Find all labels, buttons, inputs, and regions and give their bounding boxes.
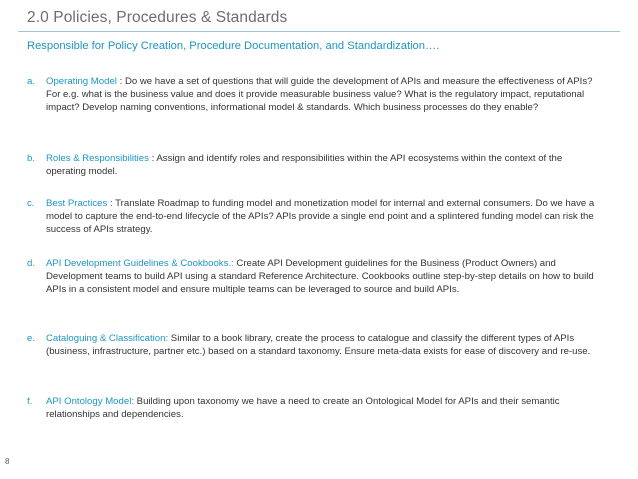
item-letter: c. <box>27 198 35 209</box>
item-name: Cataloguing & Classification: <box>46 333 169 344</box>
slide-subtitle: Responsible for Policy Creation, Procedure Documentation, and Standardization…. <box>27 40 440 52</box>
item-name: Roles & Responsibilities <box>46 153 149 164</box>
item-letter: a. <box>27 76 36 87</box>
item-name: API Ontology Model: <box>46 396 134 407</box>
item-letter: d. <box>27 258 36 269</box>
list-item-api-development-guidelines <box>27 257 599 297</box>
item-separator: : <box>107 198 116 209</box>
item-letter: f. <box>27 396 33 407</box>
item-separator: : <box>116 76 125 87</box>
list-item-api-ontology-model <box>27 395 599 421</box>
item-text: Translate Roadmap to funding model and monetization model for internal and external consumers. Do we have a model to capture the end-to-end lifecycle of the APIs? APIs provide a single end point and a splintered funding model can risk the success of APIs strategy. <box>46 198 595 236</box>
list-item-roles-responsibilities <box>27 152 599 178</box>
item-text: Create API Development guidelines for the Business (Product Owners) and Development teams to build API using a standard Reference Architecture. Cookbooks outline step-by-step details on how to build APIs in a consistent model and ensure multiple teams can be leveraged to source and build APIs. <box>46 258 594 296</box>
title-divider <box>18 31 620 32</box>
item-text: Do we have a set of questions that will guide the development of APIs and measure the effectiveness of APIs? For e.g. what is the business value and does it provide measurable business value? What is the regulatory impact, reputational impact? Develop naming conventions, informational model & standards. Which business processes do they enable? <box>46 76 593 114</box>
item-letter: e. <box>27 333 36 344</box>
item-name: API Development Guidelines & Cookbooks.: <box>46 258 234 269</box>
item-name: Operating Model <box>46 76 117 87</box>
item-text: Assign and identify roles and responsibilities within the API ecosystems within the context of the operating model. <box>46 153 563 178</box>
slide-title: 2.0 Policies, Procedures & Standards <box>27 9 288 26</box>
item-text: Building upon taxonomy we have a need to create an Ontological Model for APIs and their semantic relationships and dependencies. <box>46 396 560 421</box>
item-name: Best Practices <box>46 198 108 209</box>
page-number: 8 <box>5 457 10 466</box>
item-text: Similar to a book library, create the process to catalogue and classify the different types of APIs (business, infrastructure, partner etc.) based on a standard taxonomy. Ensure meta-data exists for ease of discovery and re-use. <box>46 333 591 358</box>
list-item-best-practices <box>27 197 599 237</box>
list-item-cataloguing-classification <box>27 332 599 358</box>
item-separator: : <box>148 153 157 164</box>
item-letter: b. <box>27 153 36 164</box>
list-item-operating-model <box>27 75 599 115</box>
